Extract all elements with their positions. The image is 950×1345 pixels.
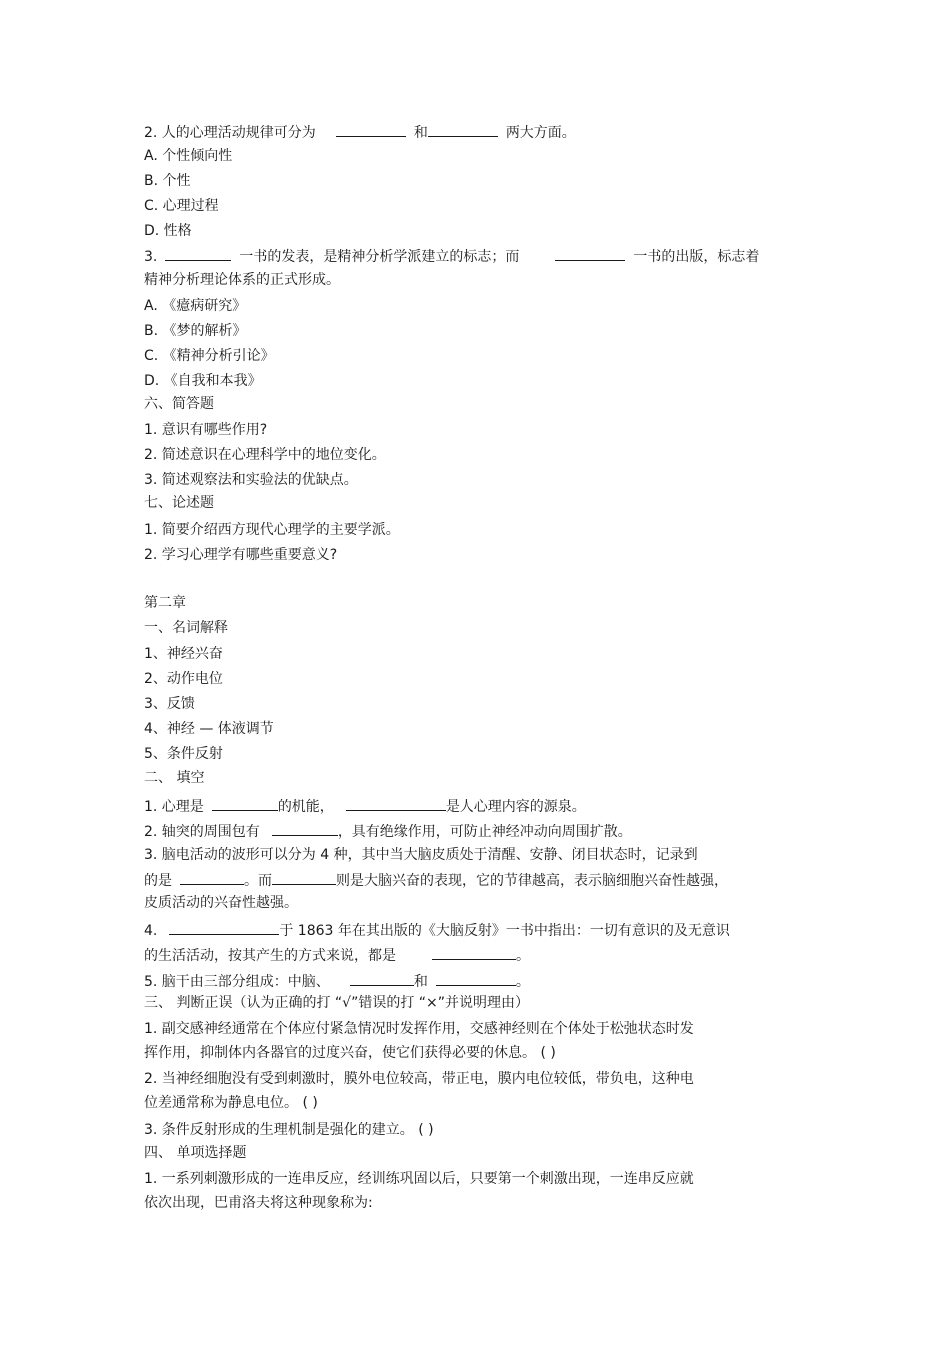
question-5-3-line2: 精神分析理论体系的正式形成。 [144,272,340,288]
short-answer-2: 2. 简述意识在心理科学中的地位变化。 [144,447,386,463]
fill-3-line2 [144,870,728,890]
answer-blank [272,870,336,885]
question-text: 2. 轴突的周围包有 [144,824,260,840]
question-5-2 [144,122,576,142]
section-1-heading: 一、名词解释 [144,620,228,636]
fill-4 [144,920,730,940]
chapter-title: 第二章 [144,595,186,611]
question-text: 和 [413,974,428,990]
answer-blank [346,796,446,811]
judge-2: 2. 当神经细胞没有受到刺激时，膜外电位较高，带正电，膜内电位较低，带负电，这种电 [144,1071,694,1087]
answer-blank [436,971,516,986]
term-5: 5、条件反射 [144,746,223,762]
question-text: 的机能， [277,799,334,815]
section-2-heading: 二、 填空 [144,770,205,786]
judge-1: 1. 副交感神经通常在个体应付紧急情况时发挥作用，交感神经则在个体处于松弛状态时发 [144,1021,694,1037]
option-c: C. 《精神分析引论》 [144,348,275,364]
option-d: D. 《自我和本我》 [144,373,262,389]
question-text: 3. [144,249,158,265]
single-choice-1-line2: 依次出现，巴甫洛夫将这种现象称为: [144,1195,373,1211]
question-text: 和 [413,125,428,141]
option-c: C. 心理过程 [144,198,219,214]
question-text: 于 1863 年在其出版的《大脑反射》一书中指出：一切有意识的及无意识 [279,923,730,939]
short-answer-3: 3. 简述观察法和实验法的优缺点。 [144,472,358,488]
answer-blank [432,945,516,960]
answer-blank [165,246,231,261]
question-text: 。而 [244,873,272,889]
question-text: 一书的出版，标志着 [633,249,760,265]
question-text: 2. 人的心理活动规律可分为 [144,125,316,141]
short-answer-1: 1. 意识有哪些作用? [144,422,268,438]
term-2: 2、动作电位 [144,671,223,687]
option-a: A. 个性倾向性 [144,148,233,164]
section-3-heading: 三、 判断正误（认为正确的打 “√”错误的打 “×”并说明理由） [144,995,530,1011]
judge-1-line2: 挥作用，抑制体内各器官的过度兴奋，使它们获得必要的休息。 ( ) [144,1045,556,1061]
judge-2-line2: 位差通常称为静息电位。 ( ) [144,1095,318,1111]
option-d: D. 性格 [144,223,192,239]
term-4: 4、神经 — 体液调节 [144,721,274,737]
option-b: B. 个性 [144,173,191,189]
question-text: 4. [144,923,158,939]
answer-blank [350,971,414,986]
fill-1 [144,796,586,816]
fill-2 [144,821,632,841]
judge-3: 3. 条件反射形成的生理机制是强化的建立。 ( ) [144,1122,434,1138]
question-text: 两大方面。 [505,125,576,141]
question-text: 5. 脑干由三部分组成：中脑、 [144,974,330,990]
question-text: 是人心理内容的源泉。 [445,799,586,815]
essay-1: 1. 简要介绍西方现代心理学的主要学派。 [144,522,400,538]
question-text: 。 [516,948,530,964]
question-text: 1. 心理是 [144,799,204,815]
answer-blank [336,122,406,137]
answer-blank [555,246,625,261]
section-6-heading: 六、简答题 [144,396,214,412]
fill-3-line3: 皮质活动的兴奋性越强。 [144,895,298,911]
essay-2: 2. 学习心理学有哪些重要意义? [144,547,338,563]
option-b: B. 《梦的解析》 [144,323,247,339]
answer-blank [428,122,498,137]
answer-blank [169,920,279,935]
question-text: 一书的发表，是精神分析学派建立的标志；而 [239,249,520,265]
single-choice-1: 1. 一系列刺激形成的一连串反应，经训练巩固以后，只要第一个刺激出现，一连串反应就 [144,1171,694,1187]
question-text: 的是 [144,873,172,889]
section-4-heading: 四、 单项选择题 [144,1145,247,1161]
fill-5 [144,971,530,991]
term-3: 3、反馈 [144,696,195,712]
question-text: 则是大脑兴奋的表现，它的节律越高，表示脑细胞兴奋性越强， [336,873,728,889]
answer-blank [212,796,278,811]
fill-3: 3. 脑电活动的波形可以分为 4 种，其中当大脑皮质处于清醒、安静、闭目状态时，记录到 [144,847,698,863]
answer-blank [272,821,338,836]
answer-blank [180,870,244,885]
term-1: 1、神经兴奋 [144,646,223,662]
question-text: ，具有绝缘作用，可防止神经冲动向周围扩散。 [337,824,632,840]
question-text: 的生活活动，按其产生的方式来说，都是 [144,948,396,964]
option-a: A. 《癔病研究》 [144,298,247,314]
section-7-heading: 七、论述题 [144,495,214,511]
question-text: 。 [515,974,530,990]
question-5-3 [144,246,759,266]
fill-4-line2 [144,945,530,965]
